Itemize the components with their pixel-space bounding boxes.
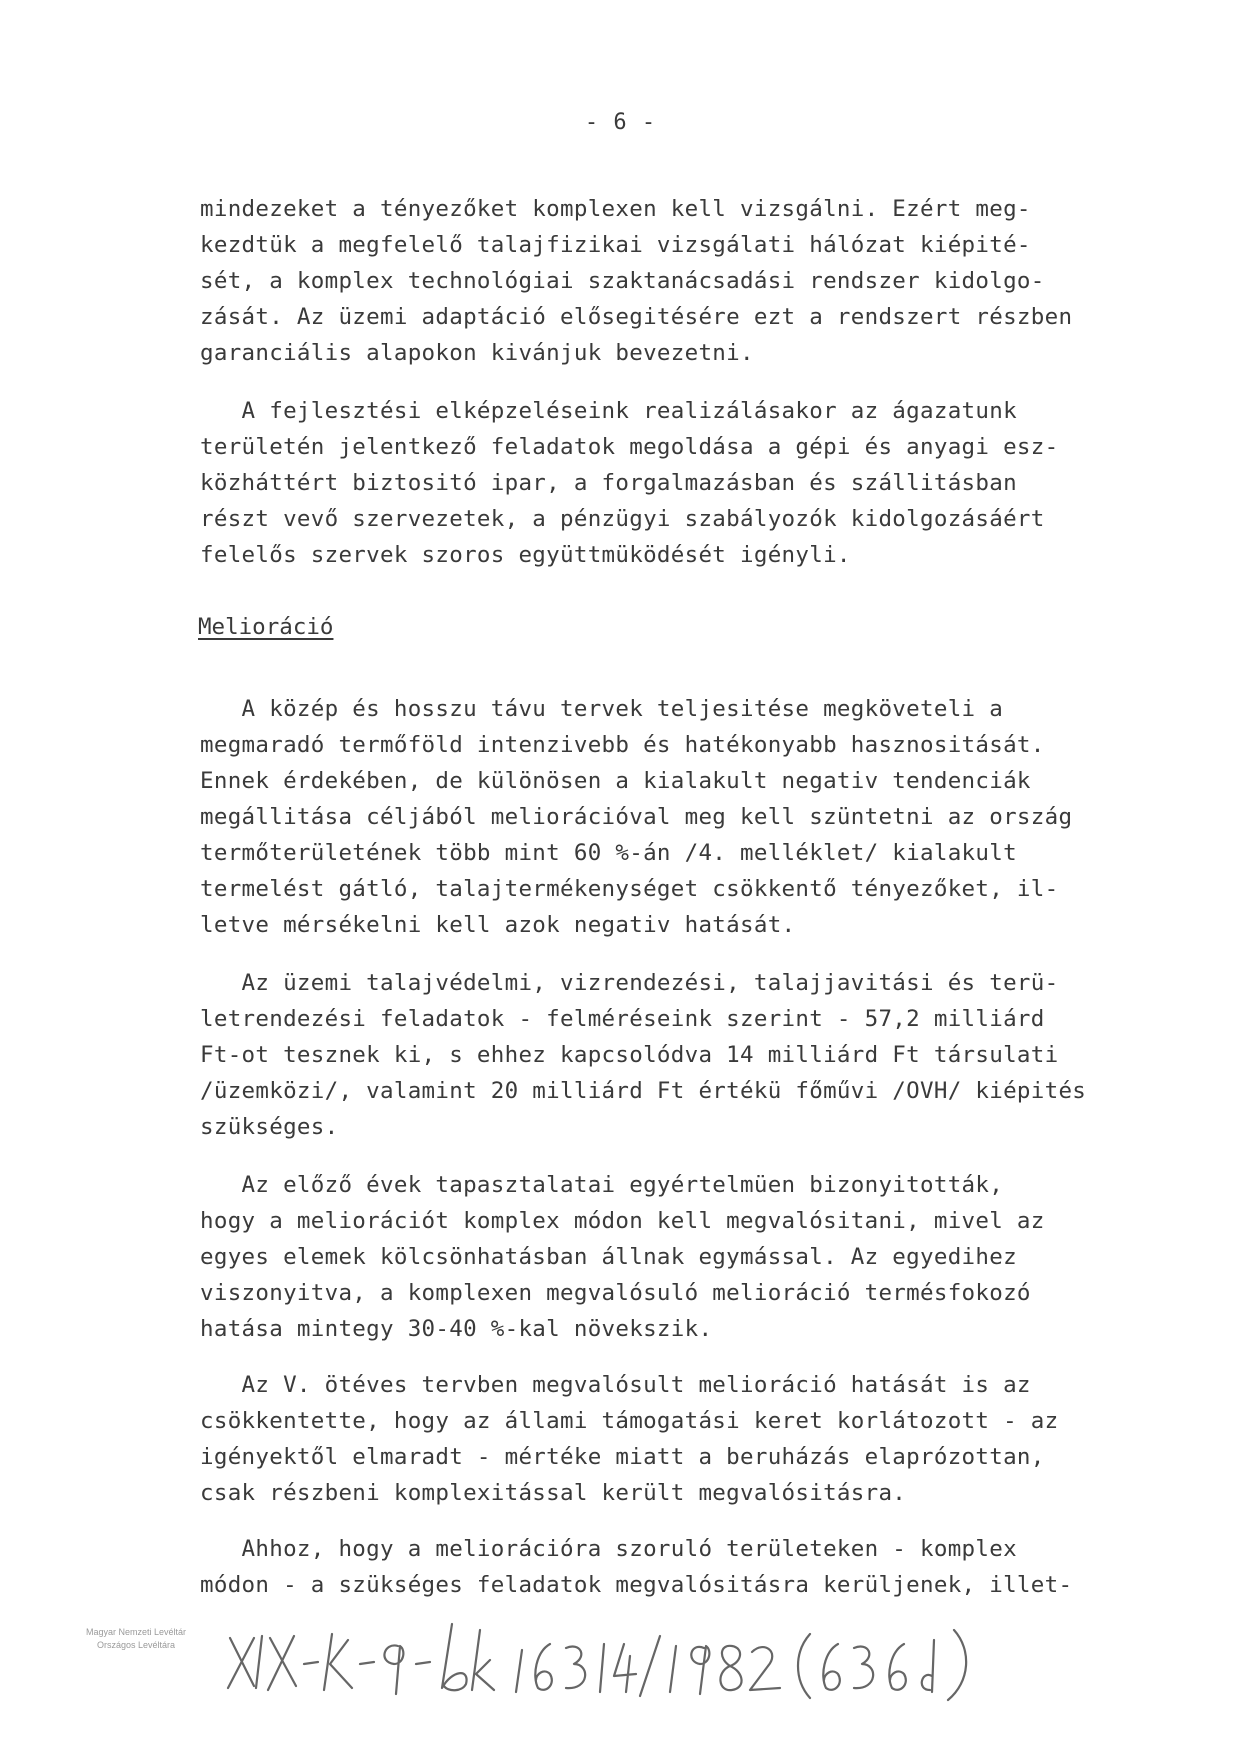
text-line: igényektől elmaradt - mértéke miatt a beruházás elaprózottan, (200, 1444, 1045, 1470)
text-line: közháttért biztositó ipar, a forgalmazásban és szállitásban (200, 470, 1017, 496)
text-line: A fejlesztési elképzeléseink realizálásakor az ágazatunk (200, 398, 1017, 424)
text-line: viszonyitva, a komplexen megvalósuló melioráció termésfokozó (200, 1280, 1031, 1306)
text-line: hogy a meliorációt komplex módon kell megvalósitani, mivel az (200, 1208, 1045, 1234)
section-heading: Melioráció (198, 614, 334, 640)
text-line: letrendezési feladatok - felméréseink szerint - 57,2 milliárd (200, 1006, 1045, 1032)
text-line: egyes elemek kölcsönhatásban állnak egymással. Az egyedihez (200, 1244, 1017, 1270)
page-number: - 6 - (584, 110, 657, 135)
text-line: részt vevő szervezetek, a pénzügyi szabályozók kidolgozásáért (200, 506, 1045, 532)
text-line: Az előző évek tapasztalatai egyértelmüen bizonyitották, (200, 1172, 1004, 1198)
archive-stamp-line: Magyar Nemzeti Levéltár (85, 1627, 187, 1637)
text-line: megállitása céljából meliorációval meg kell szüntetni az ország (200, 804, 1073, 830)
handwritten-reference (220, 1600, 980, 1710)
text-line: felelős szervek szoros együttmüködését igényli. (200, 542, 851, 568)
text-line: A közép és hosszu távu tervek teljesitése megköveteli a (200, 696, 1004, 722)
text-line: sét, a komplex technológiai szaktanácsadási rendszer kidolgo- (200, 268, 1045, 294)
text-line: Az üzemi talajvédelmi, vizrendezési, talajjavitási és terü- (200, 970, 1059, 996)
text-line: zását. Az üzemi adaptáció elősegitésére ezt a rendszert részben (200, 304, 1073, 330)
text-line: mindezeket a tényezőket komplexen kell vizsgálni. Ezért meg- (200, 196, 1031, 222)
text-line: /üzemközi/, valamint 20 milliárd Ft értékü főművi /OVH/ kiépités (200, 1078, 1087, 1104)
text-line: Ennek érdekében, de különösen a kialakult negativ tendenciák (200, 768, 1031, 794)
text-line: csak részbeni komplexitással került megvalósitásra. (200, 1480, 907, 1506)
text-line: Az V. ötéves tervben megvalósult melioráció hatását is az (200, 1372, 1031, 1398)
text-line: garanciális alapokon kivánjuk bevezetni. (200, 340, 754, 366)
text-line: letve mérsékelni kell azok negativ hatását. (200, 912, 796, 938)
text-line: hatása mintegy 30-40 %-kal növekszik. (200, 1316, 713, 1342)
archive-stamp-line: Országos Levéltára (96, 1639, 176, 1650)
text-line: módon - a szükséges feladatok megvalósitásra kerüljenek, illet- (200, 1572, 1073, 1598)
text-line: Ft-ot tesznek ki, s ehhez kapcsolódva 14 milliárd Ft társulati (200, 1042, 1059, 1068)
text-line: szükséges. (200, 1114, 339, 1140)
text-line: termőterületének több mint 60 %-án /4. melléklet/ kialakult (200, 840, 1017, 866)
text-line: Ahhoz, hogy a meliorációra szoruló területeken - komplex (200, 1536, 1017, 1562)
text-line: megmaradó termőföld intenzivebb és hatékonyabb hasznositását. (200, 732, 1045, 758)
text-line: kezdtük a megfelelő talajfizikai vizsgálati hálózat kiépité- (200, 232, 1031, 258)
text-line: csökkentette, hogy az állami támogatási keret korlátozott - az (200, 1408, 1059, 1434)
archive-stamp (66, 1626, 206, 1651)
text-line: termelést gátló, talajtermékenységet csökkentő tényezőket, il- (200, 876, 1059, 902)
text-line: területén jelentkező feladatok megoldása a gépi és anyagi esz- (200, 434, 1059, 460)
